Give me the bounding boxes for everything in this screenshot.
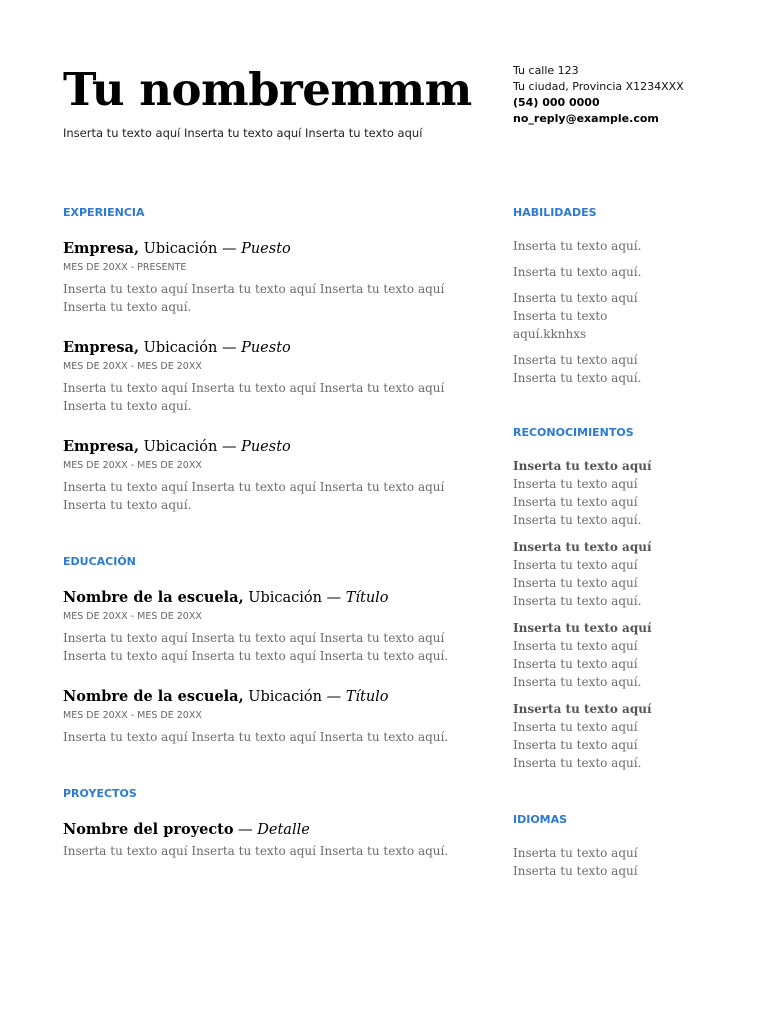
experience-company: Empresa,	[63, 438, 140, 455]
awards-section	[513, 425, 678, 772]
education-entry	[63, 588, 473, 665]
contact-email: no_reply@example.com	[513, 112, 659, 125]
education-section	[63, 554, 473, 746]
award-lead: Inserta tu texto aquí	[513, 702, 652, 716]
award-lead: Inserta tu texto aquí	[513, 459, 652, 473]
contact-street: Tu calle 123	[513, 64, 579, 77]
experience-role: Puesto	[241, 340, 291, 356]
experience-section	[63, 205, 473, 514]
contact-city: Tu ciudad, Provincia X1234XXX	[513, 80, 684, 93]
education-dates: MES DE 20XX - MES DE 20XX	[63, 710, 202, 721]
project-heading	[63, 820, 473, 840]
experience-company: Empresa,	[63, 339, 140, 356]
skills-title: HABILIDADES	[513, 206, 597, 219]
education-location: Ubicación —	[243, 590, 346, 606]
award-lead: Inserta tu texto aquí	[513, 540, 652, 554]
skill-item: Inserta tu texto aquí Inserta tu texto aquí.	[513, 353, 642, 385]
award-text: Inserta tu texto aquí Inserta tu texto aquí Inserta tu texto aquí.	[513, 477, 642, 527]
experience-company: Empresa,	[63, 240, 140, 257]
experience-dates: MES DE 20XX - MES DE 20XX	[63, 460, 202, 471]
experience-description: Inserta tu texto aquí Inserta tu texto aquí Inserta tu texto aquí Inserta tu texto aquí.	[63, 381, 445, 413]
experience-role: Puesto	[241, 241, 291, 257]
experience-entry	[63, 338, 473, 415]
right-column	[513, 205, 678, 880]
award-item	[513, 619, 678, 691]
education-heading	[63, 588, 473, 608]
experience-dates: MES DE 20XX - MES DE 20XX	[63, 361, 202, 372]
education-description: Inserta tu texto aquí Inserta tu texto aquí Inserta tu texto aquí Inserta tu texto aquí Inserta tu texto aquí Inserta tu texto aquí.	[63, 631, 449, 663]
experience-heading	[63, 338, 473, 358]
skill-item: Inserta tu texto aquí.	[513, 265, 642, 279]
resume-tagline: Inserta tu texto aquí Inserta tu texto aquí Inserta tu texto aquí	[63, 126, 423, 140]
education-dates: MES DE 20XX - MES DE 20XX	[63, 611, 202, 622]
experience-entry	[63, 437, 473, 514]
skills-section	[513, 205, 678, 387]
awards-title: RECONOCIMIENTOS	[513, 426, 634, 439]
project-entry	[63, 820, 473, 860]
education-location: Ubicación —	[243, 689, 346, 705]
language-item: Inserta tu texto aquí Inserta tu texto aquí	[513, 846, 638, 878]
languages-section	[513, 812, 678, 880]
resume-name: Tu nombremmm	[63, 63, 472, 116]
award-item	[513, 538, 678, 610]
experience-role: Puesto	[241, 439, 291, 455]
award-item	[513, 457, 678, 529]
project-name: Nombre del proyecto	[63, 821, 234, 838]
education-description: Inserta tu texto aquí Inserta tu texto aquí Inserta tu texto aquí.	[63, 730, 449, 744]
contact-block	[513, 63, 743, 127]
education-entry	[63, 687, 473, 746]
experience-entry	[63, 239, 473, 316]
experience-description: Inserta tu texto aquí Inserta tu texto aquí Inserta tu texto aquí Inserta tu texto aquí.	[63, 480, 445, 512]
award-text: Inserta tu texto aquí Inserta tu texto aquí Inserta tu texto aquí.	[513, 720, 642, 770]
project-separator: —	[233, 822, 258, 838]
experience-description: Inserta tu texto aquí Inserta tu texto aquí Inserta tu texto aquí Inserta tu texto aquí.	[63, 282, 445, 314]
left-column	[63, 205, 473, 860]
education-title: EDUCACIÓN	[63, 555, 136, 568]
project-detail: Detalle	[257, 822, 310, 838]
project-description: Inserta tu texto aquí Inserta tu texto aquí Inserta tu texto aquí.	[63, 844, 449, 858]
education-heading	[63, 687, 473, 707]
projects-title: PROYECTOS	[63, 787, 137, 800]
languages-title: IDIOMAS	[513, 813, 568, 826]
education-school: Nombre de la escuela,	[63, 688, 244, 705]
award-item	[513, 700, 678, 772]
experience-location: Ubicación —	[139, 241, 242, 257]
contact-phone: (54) 000 0000	[513, 96, 600, 109]
skill-item: Inserta tu texto aquí Inserta tu texto aquí.kknhxs	[513, 291, 638, 341]
award-lead: Inserta tu texto aquí	[513, 621, 652, 635]
education-degree: Título	[345, 689, 389, 705]
award-text: Inserta tu texto aquí Inserta tu texto aquí Inserta tu texto aquí.	[513, 558, 642, 608]
experience-title: EXPERIENCIA	[63, 206, 145, 219]
projects-section	[63, 786, 473, 860]
education-school: Nombre de la escuela,	[63, 589, 244, 606]
experience-location: Ubicación —	[139, 340, 242, 356]
skill-item: Inserta tu texto aquí.	[513, 239, 642, 253]
experience-location: Ubicación —	[139, 439, 242, 455]
experience-heading	[63, 437, 473, 457]
experience-heading	[63, 239, 473, 259]
experience-dates: MES DE 20XX - PRESENTE	[63, 262, 187, 273]
award-text: Inserta tu texto aquí Inserta tu texto aquí Inserta tu texto aquí.	[513, 639, 642, 689]
education-degree: Título	[345, 590, 389, 606]
